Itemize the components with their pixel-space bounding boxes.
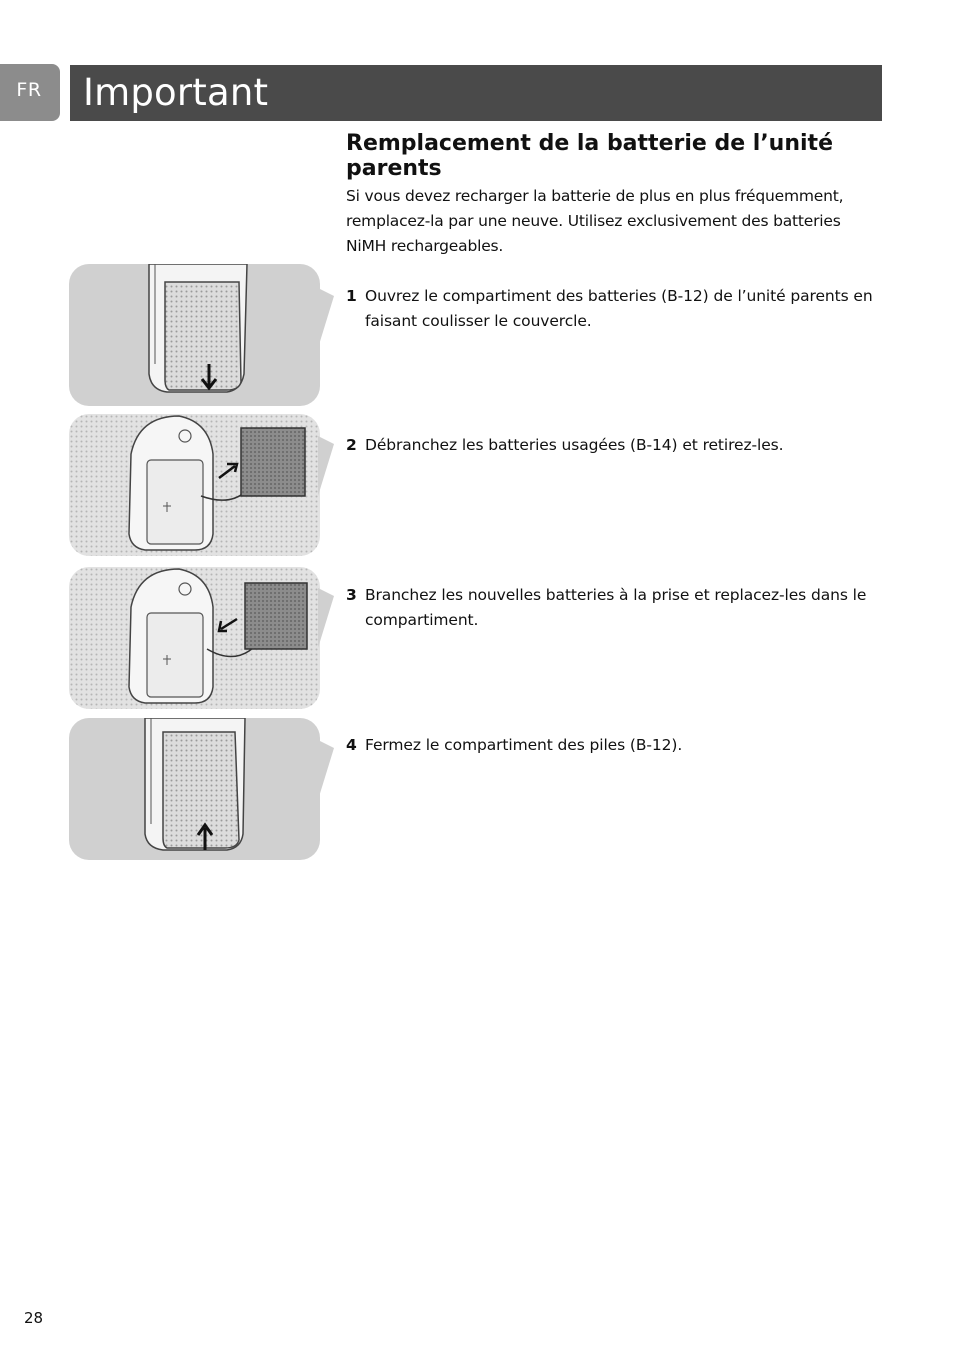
pointer-icon bbox=[318, 436, 336, 496]
open-battery-cover-illustration bbox=[69, 264, 320, 406]
close-battery-cover-illustration bbox=[69, 718, 320, 860]
title-bar bbox=[70, 65, 882, 121]
step-2-illustration bbox=[69, 414, 320, 556]
pointer-icon bbox=[318, 588, 336, 648]
section-intro: Si vous devez recharger la batterie de plus en plus fréquemment, remplacez-la par une neuve. Utilisez exclusivement des batteries NiMH rechargeables. bbox=[346, 187, 844, 255]
step-4 bbox=[346, 733, 901, 758]
language-tab bbox=[0, 64, 60, 121]
section-title: Remplacement de la batterie de l’unité parents bbox=[346, 131, 833, 181]
connect-battery-illustration bbox=[69, 567, 320, 709]
page-title: Important bbox=[83, 71, 269, 114]
step-number: 3 bbox=[346, 586, 357, 604]
pointer-icon bbox=[318, 288, 336, 348]
language-tab-label: FR bbox=[16, 79, 42, 101]
step-text: Branchez les nouvelles batteries à la prise et replacez-les dans le compartiment. bbox=[365, 586, 867, 629]
step-text: Débranchez les batteries usagées (B-14) et retirez-les. bbox=[365, 436, 784, 454]
step-4-illustration bbox=[69, 718, 320, 860]
step-number: 1 bbox=[346, 287, 357, 305]
disconnect-battery-illustration bbox=[69, 414, 320, 556]
step-text: Fermez le compartiment des piles (B-12). bbox=[365, 736, 683, 754]
step-1 bbox=[346, 284, 901, 334]
step-3 bbox=[346, 583, 901, 633]
page-number: 28 bbox=[24, 1309, 44, 1327]
step-number: 2 bbox=[346, 436, 357, 454]
step-number: 4 bbox=[346, 736, 357, 754]
step-text: Ouvrez le compartiment des batteries (B-12) de l’unité parents en faisant coulisser le couvercle. bbox=[365, 287, 873, 330]
step-3-illustration bbox=[69, 567, 320, 709]
step-1-illustration bbox=[69, 264, 320, 406]
step-2 bbox=[346, 433, 901, 458]
pointer-icon bbox=[318, 740, 336, 800]
